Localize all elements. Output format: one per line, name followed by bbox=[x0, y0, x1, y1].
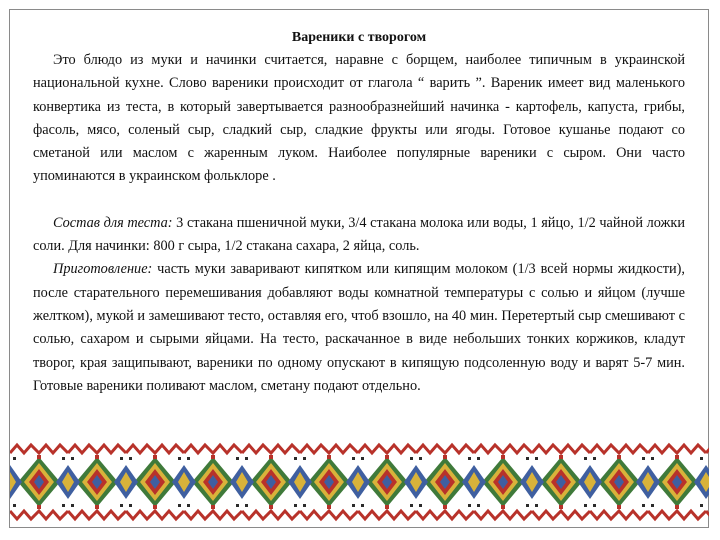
document-title: Вареники с творогом bbox=[291, 30, 427, 45]
dough-text: 3 стакана пшеничной муки, 3/4 стакана молока или воды, 1 яйцо, 1/2 чайной ложки соли. Для начинки: 800 г сыра, 1/2 стакана сахара, 2 яйца, соль. bbox=[33, 214, 685, 255]
document-body bbox=[33, 26, 685, 398]
embroidery-border-icon bbox=[10, 439, 709, 525]
preparation-label: Приготовление: bbox=[53, 261, 153, 278]
intro-paragraph: Это блюдо из муки и начинки считается, наравне с борщем, наиболее типичным в украинской национальной кухне. Слово вареники происходит от глагола “ варить ”. Вареник имеет вид маленького конвертика из теста, в который завертывается разнообразнейший начинка - картофель, капуста, грибы, фасоль, мясо, соленый сыр, сладкий сыр, сладкие фрукты или ягоды. Готовое кушанье подают со сметаной или маслом с жаренным луком. Наиболее популярные вареники с сыром. Они часто упоминаются в украинском фольклоре . bbox=[33, 52, 685, 185]
preparation-text: часть муки заваривают кипятком или кипящим молоком (1/3 всей нормы жидкости), после старательного перемешивания добавляют воды комнатной температуры с солью и яйцом (лучше желтком), мукой и замешивают тесто, оставляя его, чтоб взошло, на 40 мин. Перетертый сыр смешивают с солью, сахаром и сырыми яйцами. На тесто, раскачанное в виде небольших тонких коржиков, кладут творог, края защипывают, вареники по одному опускают в кипящую подсоленную воду и варят 5-7 мин. Готовые вареники поливают маслом, сметану подают отдельно. bbox=[33, 261, 685, 394]
dough-paragraph bbox=[33, 212, 685, 259]
preparation-paragraph bbox=[33, 258, 685, 398]
paragraph-gap bbox=[33, 189, 685, 212]
dough-label: Состав для теста: bbox=[53, 214, 173, 231]
